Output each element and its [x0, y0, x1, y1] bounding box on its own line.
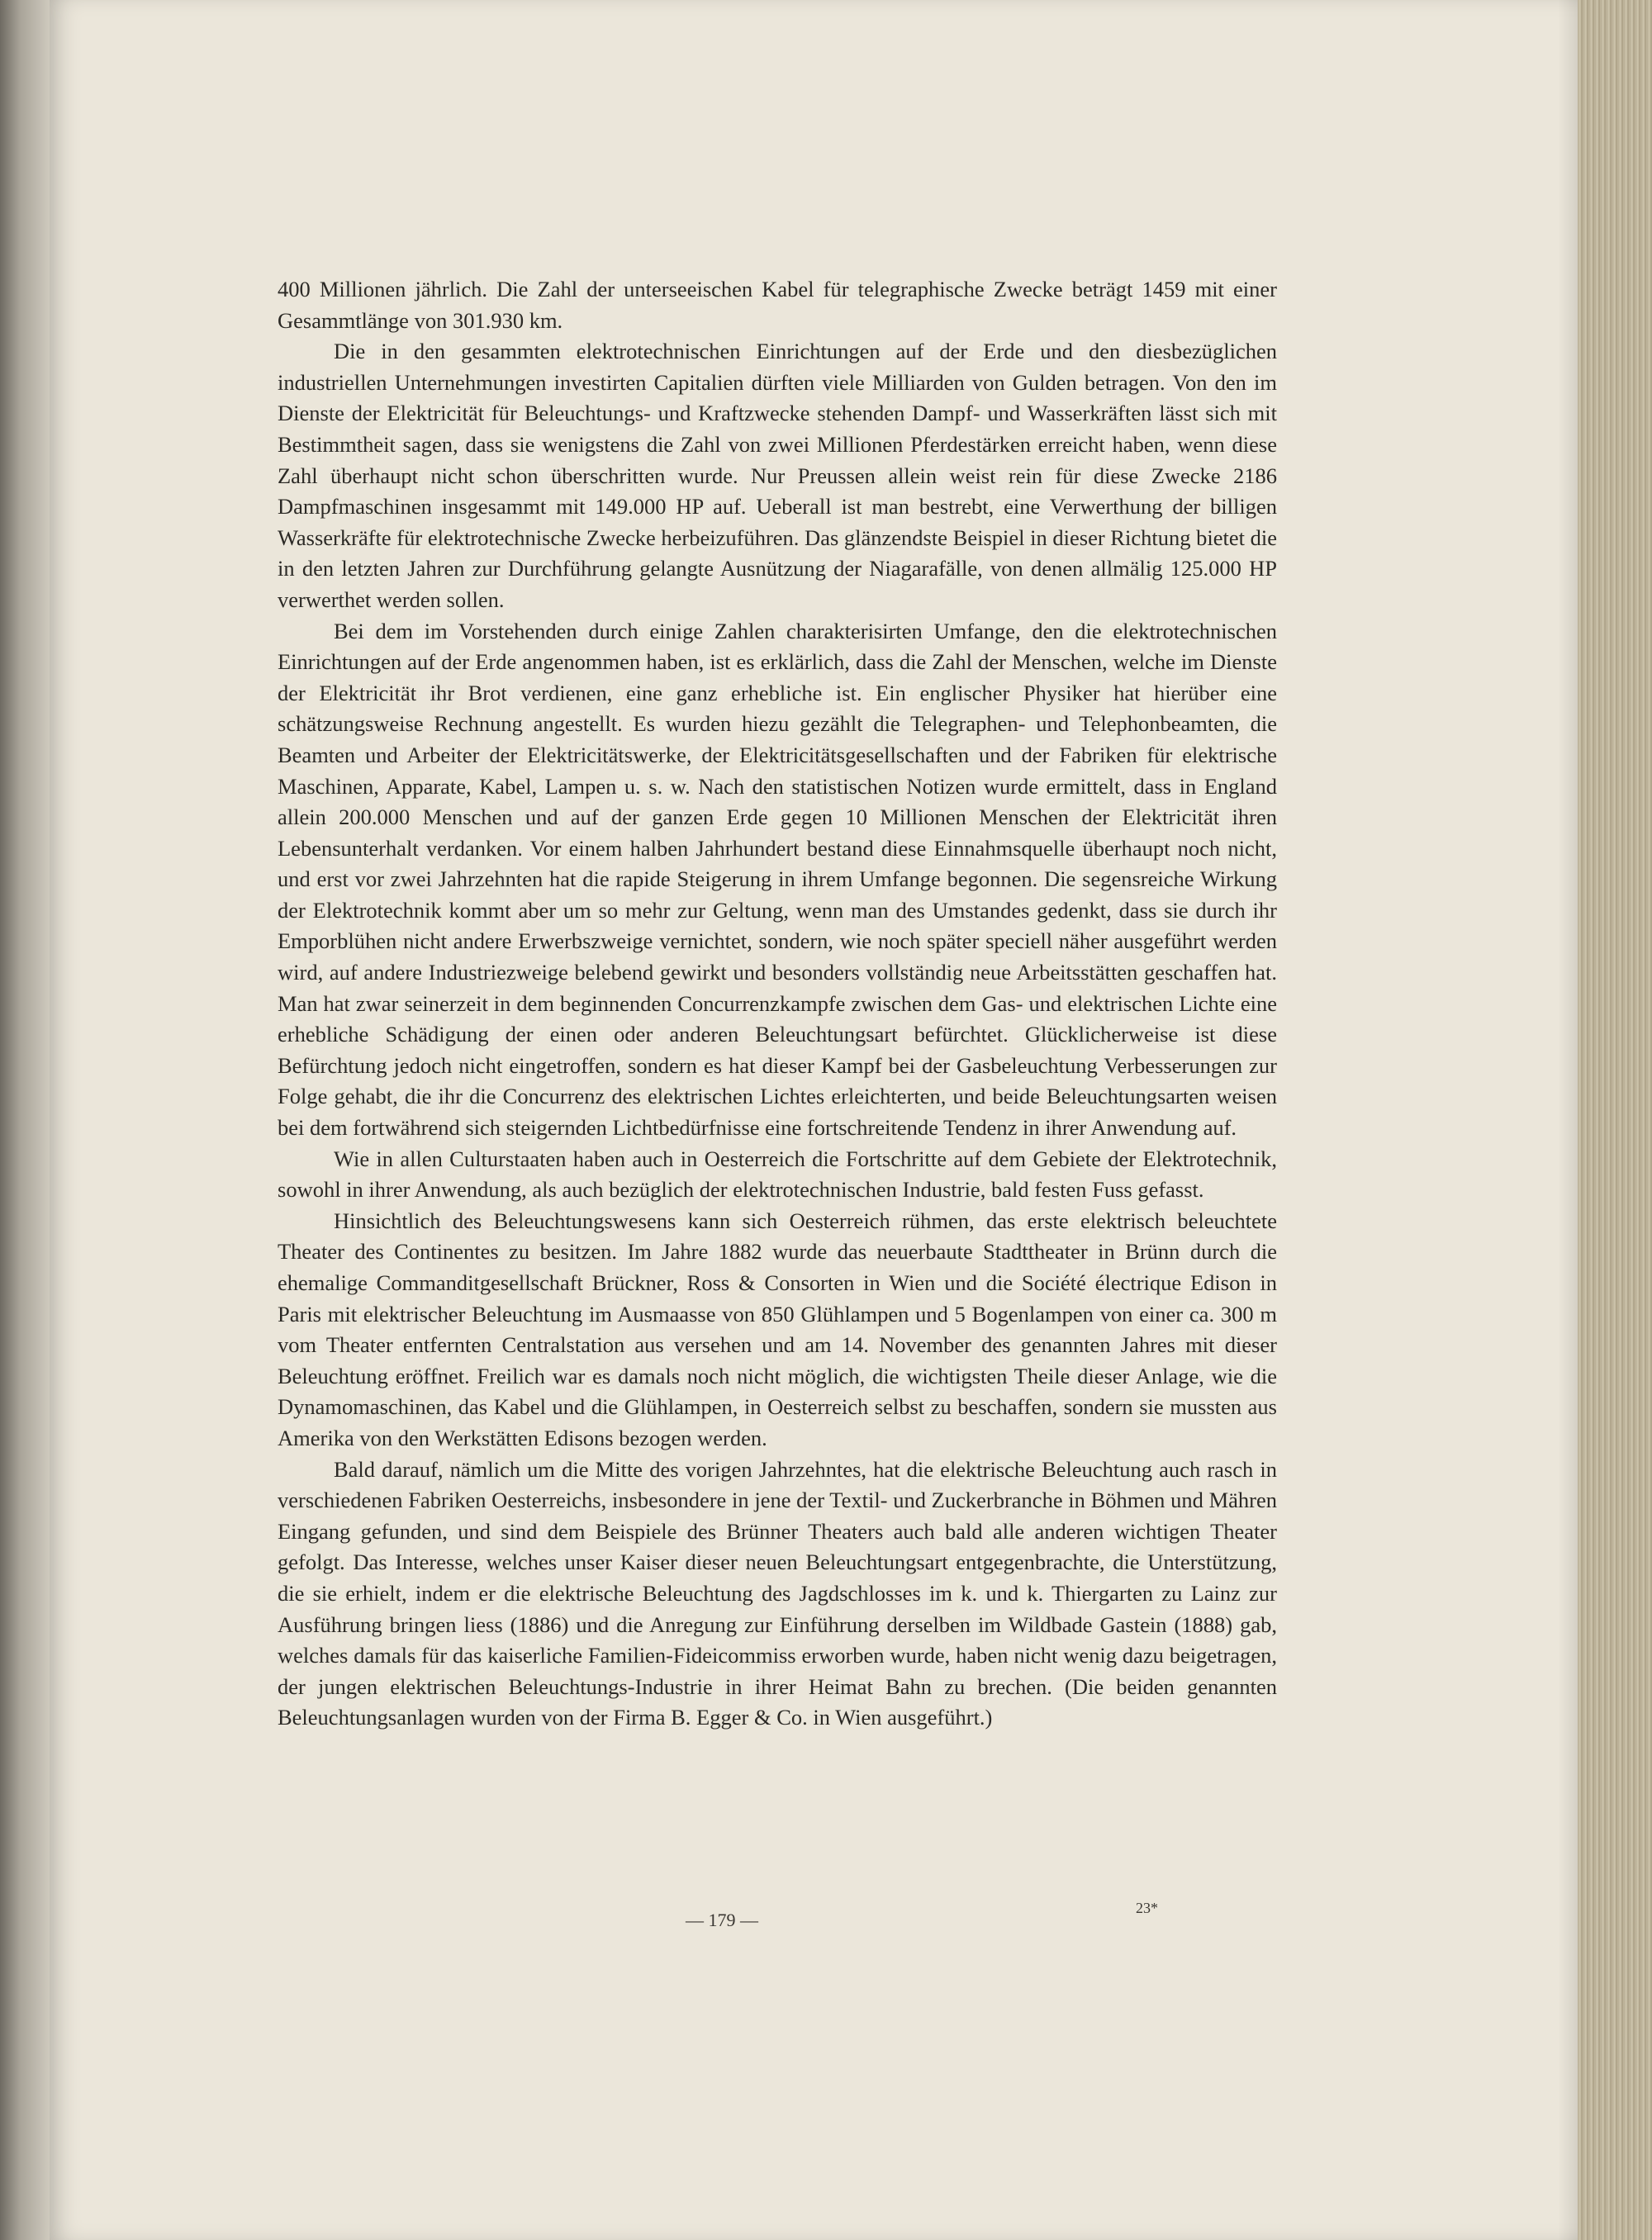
paragraph: Wie in allen Culturstaaten haben auch in Oesterreich die Fortschritte auf dem Gebiete der Elektrotechnik, sowohl in ihrer Anwendung, als auch bezüglich der elektrotechnischen Industrie, bald festen Fuss gefasst. [278, 1146, 1277, 1203]
paragraph: Bald darauf, nämlich um die Mitte des vorigen Jahrzehntes, hat die elektrische Beleuchtung auch rasch in verschiedenen Fabriken Oesterreichs, insbesondere in jene der Textil- und Zuckerbranche in Böhmen und Mähren Eingang gefunden, und sind dem Beispiele des Brünner Theaters auch bald alle anderen wichtigen Theater gefolgt. Das Interesse, welches unser Kaiser dieser neuen Beleuchtungsart entgegenbrachte, die Unterstützung, die sie erhielt, indem er die elektrische Beleuchtung des Jagdschlosses im k. und k. Thiergarten zu Lainz zur Ausführung bringen liess (1886) und die Anregung zur Einführung derselben im Wildbade Gastein (1888) gab, welches damals für das kaiserliche Familien-Fideicommiss erworben wurde, haben nicht wenig dazu beigetragen, der jungen elektrischen Beleuchtungs-Industrie in ihrer Heimat Bahn zu brechen. (Die beiden genannten Beleuchtungsanlagen wurden von der Firma B. Egger & Co. in Wien ausgeführt.) [278, 1456, 1277, 1730]
paragraph: Bei dem im Vorstehenden durch einige Zahlen charakterisirten Umfange, den die elektrotechnischen Einrichtungen auf der Erde angenommen haben, ist es erklärlich, dass die Zahl der Menschen, welche im Dienste der Elektricität ihr Brot verdienen, eine ganz erhebliche ist. Ein englischer Physiker hat hierüber eine schätzungsweise Rechnung angestellt. Es wurden hiezu gezählt die Telegraphen- und Telephonbeamten, die Beamten und Arbeiter der Elektricitätswerke, der Elektricitätsgesellschaften und der Fabriken für elektrische Maschinen, Apparate, Kabel, Lampen u. s. w. Nach den statistischen Notizen wurde ermittelt, dass in England allein 200.000 Menschen und auf der ganzen Erde gegen 10 Millionen Menschen der Elektricität ihren Lebensunterhalt verdanken. Vor einem halben Jahrhundert bestand diese Einnahmsquelle überhaupt noch nicht, und erst vor zwei Jahrzehnten hat die rapide Steigerung in ihrem Umfange begonnen. Die segensreiche Wirkung der Elektrotechnik kommt aber um so mehr zur Geltung, wenn man des Umstandes gedenkt, dass sie durch ihr Emporblühen nicht andere Erwerbszweige vernichtet, sondern, wie noch später speciell näher ausgeführt werden wird, auf andere Industriezweige belebend gewirkt und besonders vollständig neue Arbeitsstätten geschaffen hat. Man hat zwar seinerzeit in dem beginnenden Concurrenzkampfe zwischen dem Gas- und elektrischen Lichte eine erhebliche Schädigung der einen oder anderen Beleuchtungsart befürchtet. Glücklicherweise ist diese Befürchtung jedoch nicht eingetroffen, sondern es hat dieser Kampf bei der Gasbeleuchtung Verbesserungen zur Folge gehabt, die ihr die Concurrenz des elektrischen Lichtes erleichterten, und beide Beleuchtungsarten weisen bei dem fortwährend sich steigernden Lichtbedürfnisse eine fortschreitende Tendenz in ihrer Anwendung auf. [278, 618, 1277, 1141]
page-footer [0, 1900, 1652, 1933]
paragraph: Die in den gesammten elektrotechnischen Einrichtungen auf der Erde und den diesbezüglichen industriellen Unternehmungen investirten Capitalien dürften viele Milliarden von Gulden betragen. Von den im Dienste der Elektricität für Beleuchtungs- und Kraftzwecke stehenden Dampf- und Wasserkräften lässt sich mit Bestimmtheit sagen, dass sie wenigstens die Zahl von zwei Millionen Pferdestärken erreicht haben, wenn diese Zahl überhaupt nicht schon überschritten wurde. Nur Preussen allein weist rein für diese Zwecke 2186 Dampfmaschinen insgesammt mit 149.000 HP auf. Ueberall ist man bestrebt, eine Verwerthung der billigen Wasserkräfte für elektrotechnische Zwecke herbeizuführen. Das glänzendste Beispiel in dieser Richtung bietet die in den letzten Jahren zur Durchführung gelangte Ausnützung der Niagarafälle, von denen allmälig 125.000 HP verwerthet werden sollen. [278, 339, 1277, 612]
body-text [278, 274, 1277, 1734]
printer-signature: 23* [1136, 1900, 1158, 1916]
paragraph: 400 Millionen jährlich. Die Zahl der unterseeischen Kabel für telegraphische Zwecke beträgt 1459 mit einer Gesammtlänge von 301.930 km. [278, 277, 1277, 333]
paragraph: Hinsichtlich des Beleuchtungswesens kann sich Oesterreich rühmen, das erste elektrisch beleuchtete Theater des Continentes zu besitzen. Im Jahre 1882 wurde das neuerbaute Stadttheater in Brünn durch die ehemalige Commanditgesellschaft Brückner, Ross & Consorten in Wien und die Société électrique Edison in Paris mit elektrischer Beleuchtung im Ausmaasse von 850 Glühlampen und 5 Bogenlampen von einer ca. 300 m vom Theater entfernten Centralstation aus versehen und am 14. November des genannten Jahres mit dieser Beleuchtung eröffnet. Freilich war es damals noch nicht möglich, die wichtigsten Theile dieser Anlage, wie die Dynamomaschinen, das Kabel und die Glühlampen, in Oesterreich selbst zu beschaffen, sondern sie mussten aus Amerika von den Werkstätten Edisons bezogen werden. [278, 1208, 1277, 1450]
page-number: — 179 — [686, 1910, 758, 1930]
